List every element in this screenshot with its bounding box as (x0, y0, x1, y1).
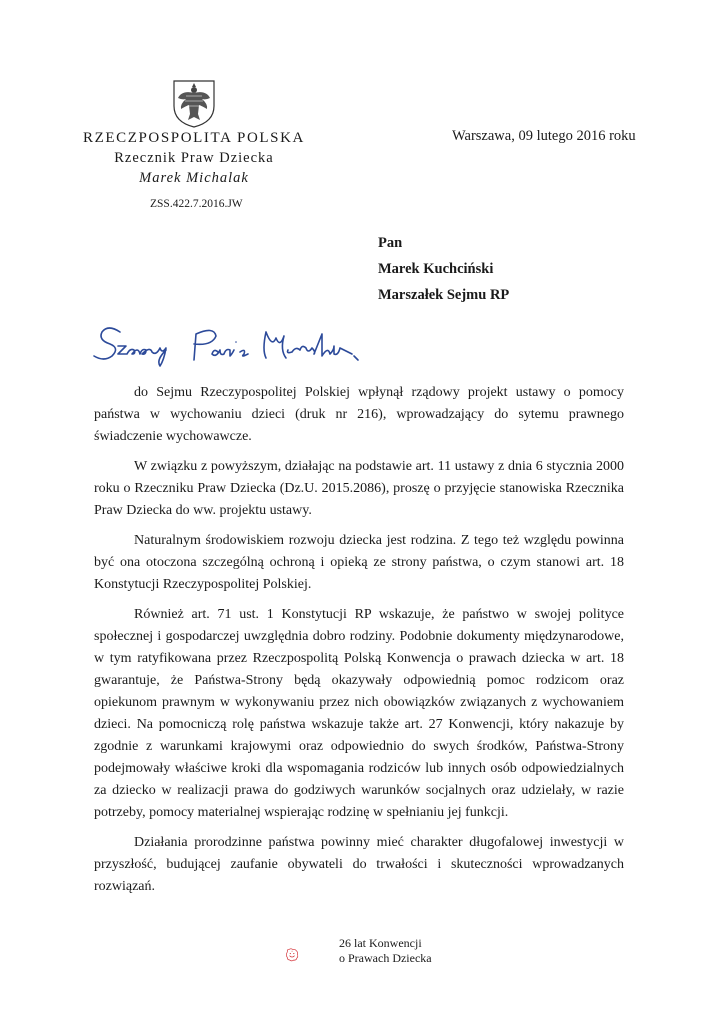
body-paragraph: Działania prorodzinne państwa powinny mieć charakter długofalowej inwestycji w przyszłość, budującej zaufanie obywateli do trwałości i skuteczności wprowadzanych rozwiązań. (94, 835, 624, 894)
org-name: RZECZPOSPOLITA POLSKA (82, 130, 305, 146)
recipient-line-3: Marszałek Sejmu RP (378, 287, 510, 303)
recipient-block (378, 230, 509, 308)
letter-body (94, 382, 624, 906)
footer-line-2: o Prawach Dziecka (339, 951, 432, 965)
org-office: Rzecznik Praw Dziecka (114, 150, 274, 166)
body-paragraph: do Sejmu Rzeczypospolitej Polskiej wpłynął rządowy projekt ustawy o pomocy państwa w wychowaniu dzieci (druk nr 216), wprowadzający do sytemu prawnego świadczenie wychowawcze. (94, 385, 624, 444)
smiling-child-face-logo-icon (285, 930, 335, 980)
org-person: Marek Michalak (139, 170, 249, 186)
handwritten-greeting (90, 320, 390, 372)
body-paragraph: W związku z powyższym, działając na podstawie art. 11 ustawy z dnia 6 stycznia 2000 roku o Rzeczniku Praw Dziecka (Dz.U. 2015.2086), proszę o przyjęcie stanowiska Rzecznika Praw Dziecka do ww. projektu ustawy. (94, 459, 624, 518)
reference-number: ZSS.422.7.2016.JW (150, 198, 243, 210)
polish-eagle-emblem-icon (172, 78, 216, 128)
sender-block (60, 128, 328, 188)
footer-text (339, 936, 432, 966)
recipient-line-1: Pan (378, 235, 403, 251)
recipient-line-2: Marek Kuchciński (378, 261, 494, 277)
body-paragraph: Naturalnym środowiskiem rozwoju dziecka jest rodzina. Z tego też względu powinna być ona otoczona szczególną ochroną i opieką ze strony państwa, o czym stanowi art. 18 Konstytucji Rzeczypospolitej Polskiej. (94, 533, 624, 592)
letter-date: Warszawa, 09 lutego 2016 roku (452, 128, 636, 144)
body-paragraph: Również art. 71 ust. 1 Konstytucji RP wskazuje, że państwo w swojej polityce społecznej i gospodarczej uwzględnia dobro rodziny. Podobnie dokumenty międzynarodowe, w tym ratyfikowana przez Rzeczpospolitą Polską Konwencja o prawach dziecka w art. 18 gwarantuje, że Państwa-Strony będą okazywały odpowiednią pomoc rodzicom oraz opiekunom prawnym w wykonywaniu przez nich obowiązków związanych z wychowaniem dzieci. Na pomocniczą rolę państwa wskazuje także art. 27 Konwencji, który nakazuje by zgodnie z warunkami krajowymi oraz odpowiednio do swych środków, Państwa-Strony podejmowały właściwe kroki dla wspomagania rodziców lub innych osób odpowiedzialnych za dziecko w realizacji prawa do godziwych warunków socjalnych oraz udzielały, w razie potrzeby, pomocy materialnej wspierając rodzinę w spełnianiu jej funkcji. (94, 607, 624, 820)
footer-line-1: 26 lat Konwencji (339, 936, 422, 950)
